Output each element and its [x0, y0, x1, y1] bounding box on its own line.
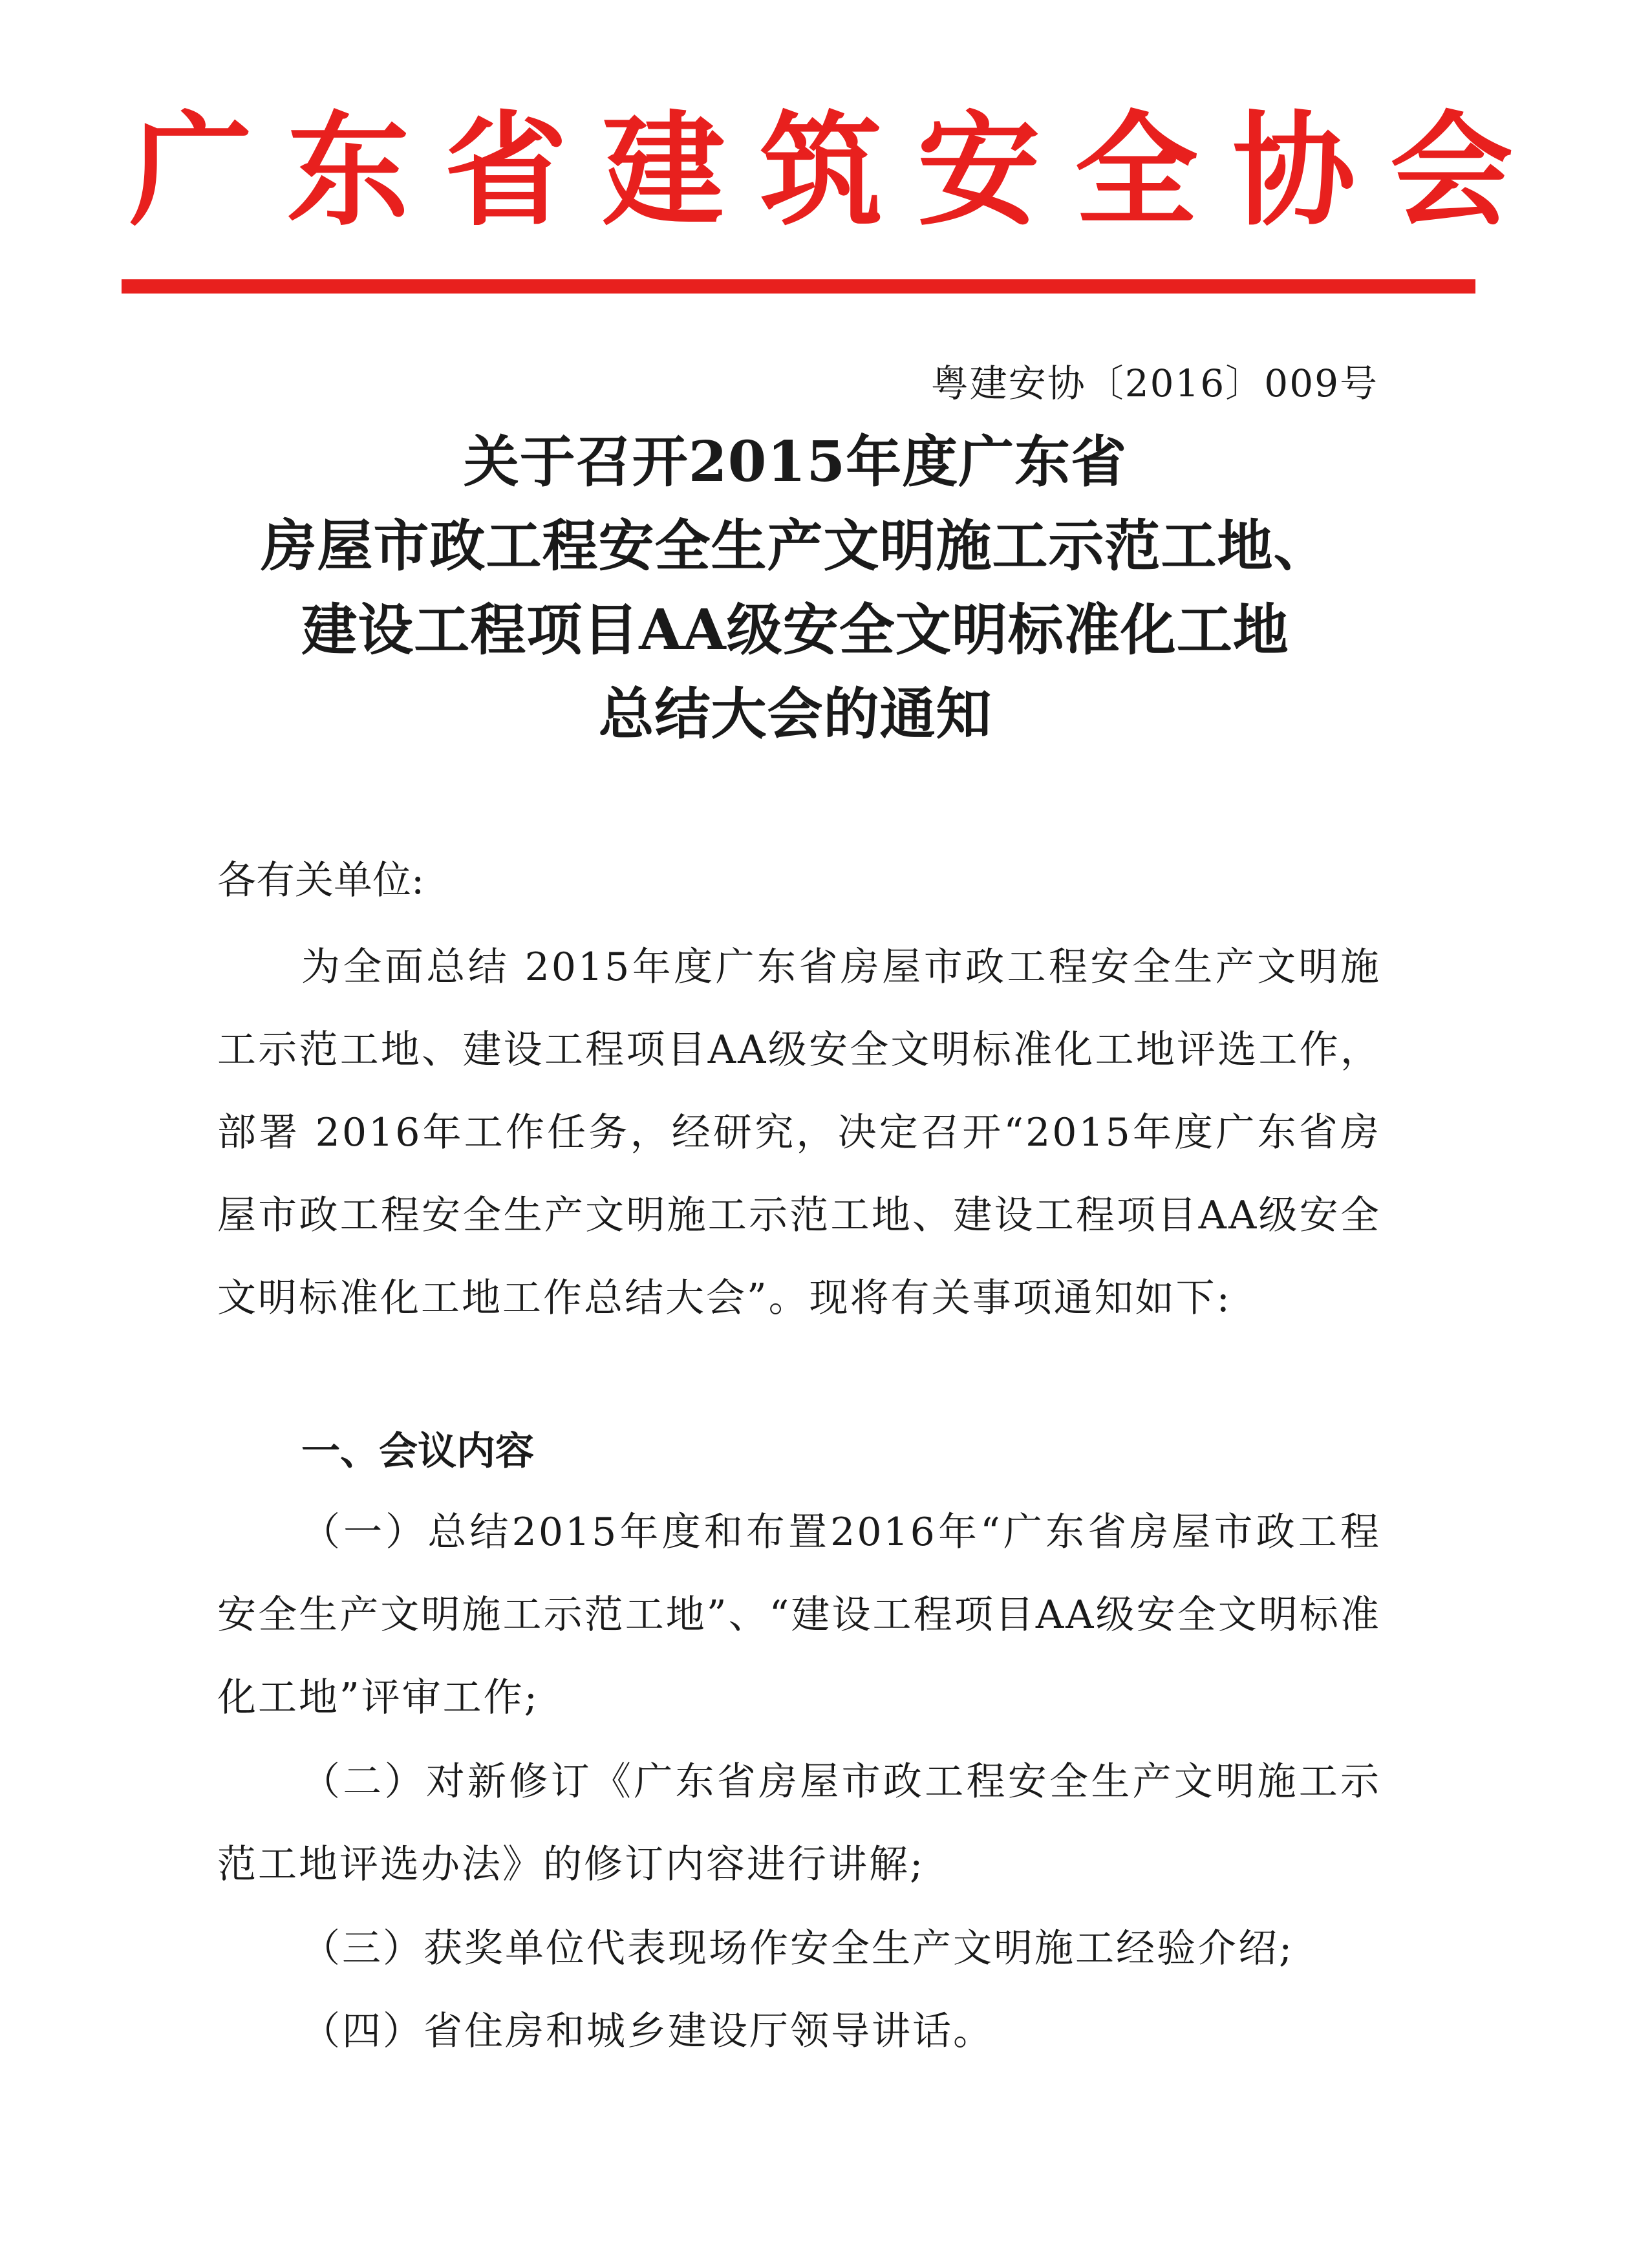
- title-line: 总结大会的通知: [598, 681, 992, 747]
- section-item: （四）省住房和城乡建设厅领导讲话。: [301, 2009, 994, 2054]
- intro-paragraph: 为全面总结 2015年度广东省房屋市政工程安全生产文明施工示范工地、建设工程项目AA级安全文明标准化工地评选工作，部署 2016年工作任务，经研究，决定召开“2015年度广东省房屋市政工程安全生产文明施工示范工地、建设工程项目AA级安全文明标准化工地工作总结大会”。现将有关事项通知如下:: [217, 945, 1381, 1321]
- masthead-org-name: [123, 97, 1519, 246]
- section-item: （一）总结2015年度和布置2016年“广东省房屋市政工程安全生产文明施工示范工地”、“建设工程项目AA级安全文明标准化工地”评审工作;: [217, 1510, 1381, 1720]
- masthead-char: 协: [1232, 100, 1356, 242]
- masthead-char: 安: [917, 100, 1040, 242]
- masthead-char: 建: [602, 100, 725, 242]
- title-line: 关于召开2015年度广东省: [463, 429, 1128, 495]
- section-item: （二）对新修订《广东省房屋市政工程安全生产文明施工示范工地评选办法》的修订内容进行讲解;: [217, 1759, 1381, 1887]
- section-heading: 一、会议内容: [301, 1429, 534, 1474]
- masthead-char: 会: [1389, 100, 1513, 242]
- masthead-char: 省: [444, 100, 568, 242]
- masthead-char: 全: [1075, 100, 1198, 242]
- masthead-char: 广: [129, 100, 252, 242]
- title-line: 房屋市政工程安全生产文明施工示范工地、: [261, 513, 1330, 579]
- masthead-char: 东: [286, 100, 410, 242]
- salutation: 各有关单位:: [217, 858, 425, 903]
- masthead-char: 筑: [759, 100, 883, 242]
- red-header-rule: [122, 279, 1475, 294]
- section-item: （三）获奖单位代表现场作安全生产文明施工经验介绍;: [301, 1926, 1294, 1971]
- title-line: 建设工程项目AA级安全文明标准化工地: [301, 597, 1289, 663]
- document-number: 粤建安协〔2016〕009号: [930, 361, 1378, 405]
- document-title: [129, 420, 1461, 756]
